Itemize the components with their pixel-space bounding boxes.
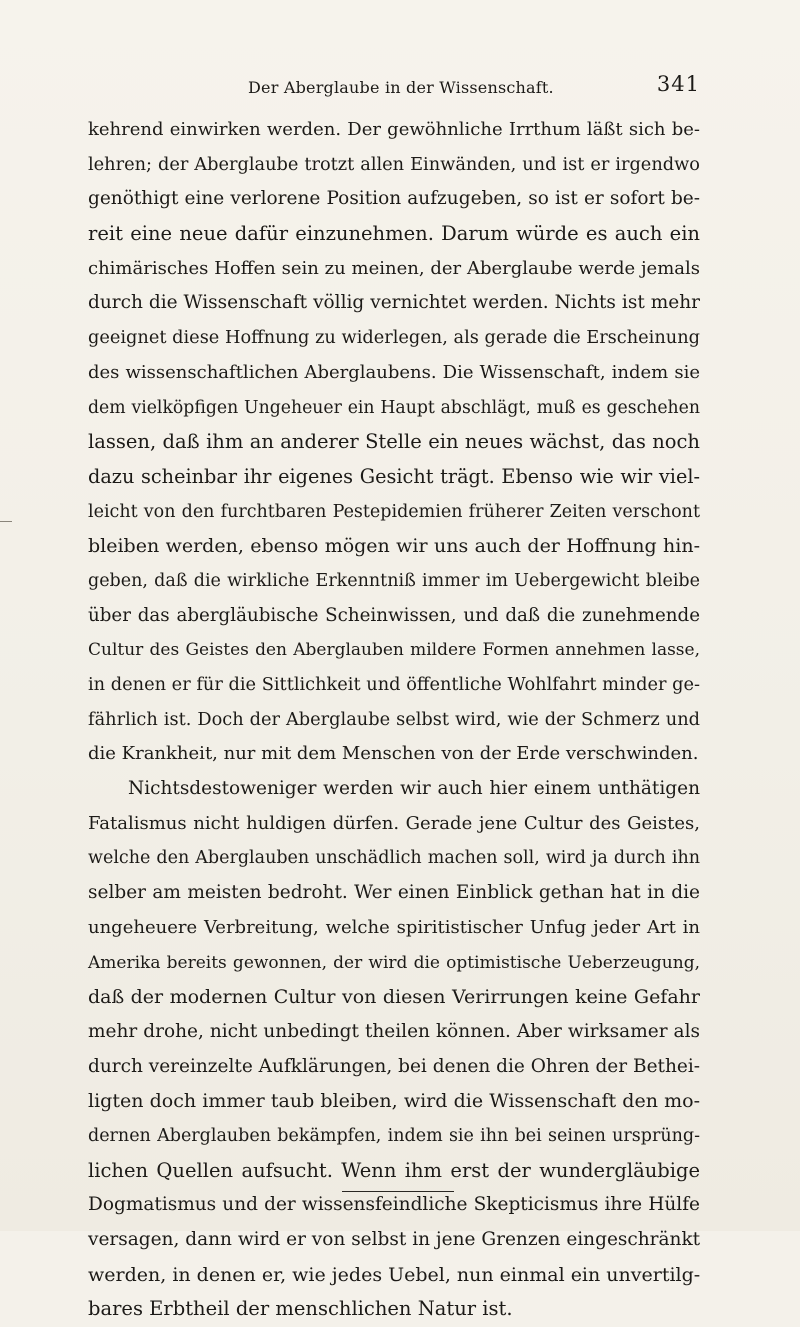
text-line: lassen, daß ihm an anderer Stelle ein neues wächst, das noch [88,430,700,454]
text-line: des wissenschaftlichen Aberglaubens. Die Wissenschaft, indem sie [88,361,700,383]
text-line: über das abergläubische Scheinwissen, und daß die zunehmende [88,604,700,626]
text-line: Fatalismus nicht huldigen dürfen. Gerade jene Cultur des Geistes, [88,812,700,834]
text-line: leicht von den furchtbaren Pestepidemien früherer Zeiten verschont [88,501,700,522]
text-line: bares Erbtheil der menschlichen Natur ist. [88,1297,513,1321]
text-line: dernen Aberglauben bekämpfen, indem sie ihn bei seinen ursprüng- [88,1125,700,1146]
margin-mark [0,521,12,522]
text-line: selber am meisten bedroht. Wer einen Einblick gethan hat in die [88,882,700,904]
text-line: dem vielköpfigen Ungeheuer ein Haupt abschlägt, muß es geschehen [88,397,700,418]
text-line: lehren; der Aberglaube trotzt allen Einwänden, und ist er irgendwo [88,154,700,175]
text-line: fährlich ist. Doch der Aberglaube selbst wird, wie der Schmerz und [88,709,700,730]
text-line: Nichtsdestoweniger werden wir auch hier einem unthätigen [128,778,700,800]
text-line: Cultur des Geistes den Aberglauben mildere Formen annehmen lasse, [88,640,700,661]
text-line: Dogmatismus und der wissensfeindliche Skepticismus ihre Hülfe [88,1194,700,1216]
text-line: dazu scheinbar ihr eigenes Gesicht trägt. Ebenso wie wir viel- [88,464,700,488]
running-title: Der Aberglaube in der Wissenschaft. [248,78,554,97]
text-line: ungeheuere Verbreitung, welche spiritistischer Unfug jeder Art in [88,916,700,938]
text-line: Amerika bereits gewonnen, der wird die optimistische Ueberzeugung, [88,952,700,973]
text-line: die Krankheit, nur mit dem Menschen von der Erde verschwinden. [88,743,699,765]
text-line: lichen Quellen aufsucht. Wenn ihm erst der wundergläubige [88,1158,700,1182]
section-end-rule [342,1191,454,1192]
text-line: versagen, dann wird er von selbst in jene Grenzen eingeschränkt [88,1229,701,1250]
text-line: kehrend einwirken werden. Der gewöhnliche Irrthum läßt sich be- [88,119,700,140]
text-line: geben, daß die wirkliche Erkenntniß immer im Uebergewicht bleibe [88,570,700,591]
text-line: genöthigt eine verlorene Position aufzugeben, so ist er sofort be- [88,188,700,210]
text-line: chimärisches Hoffen sein zu meinen, der Aberglaube werde jemals [88,257,700,279]
text-line: reit eine neue dafür einzunehmen. Darum würde es auch ein [88,222,700,246]
text-line: daß der modernen Cultur von diesen Verirrungen keine Gefahr [88,986,700,1009]
text-line: geeignet diese Hoffnung zu widerlegen, als gerade die Erscheinung [88,328,700,349]
text-line: durch vereinzelte Aufklärungen, bei denen die Ohren der Bethei- [88,1055,700,1077]
text-line: in denen er für die Sittlichkeit und öffentliche Wohlfahrt minder ge- [88,675,700,695]
text-line: ligten doch immer taub bleiben, wird die Wissenschaft den mo- [88,1090,700,1113]
text-line: durch die Wissenschaft völlig vernichtet werden. Nichts ist mehr [88,292,700,314]
page-number: 341 [656,72,700,96]
text-line: mehr drohe, nicht unbedingt theilen können. Aber wirksamer als [88,1020,700,1042]
text-line: welche den Aberglauben unschädlich machen soll, wird ja durch ihn [88,848,700,869]
text-line: bleiben werden, ebenso mögen wir uns auch der Hoffnung hin- [88,535,700,558]
body-text [88,113,700,1327]
running-head [88,72,700,102]
text-line: werden, in denen er, wie jedes Uebel, nun einmal ein unvertilg- [88,1263,701,1286]
